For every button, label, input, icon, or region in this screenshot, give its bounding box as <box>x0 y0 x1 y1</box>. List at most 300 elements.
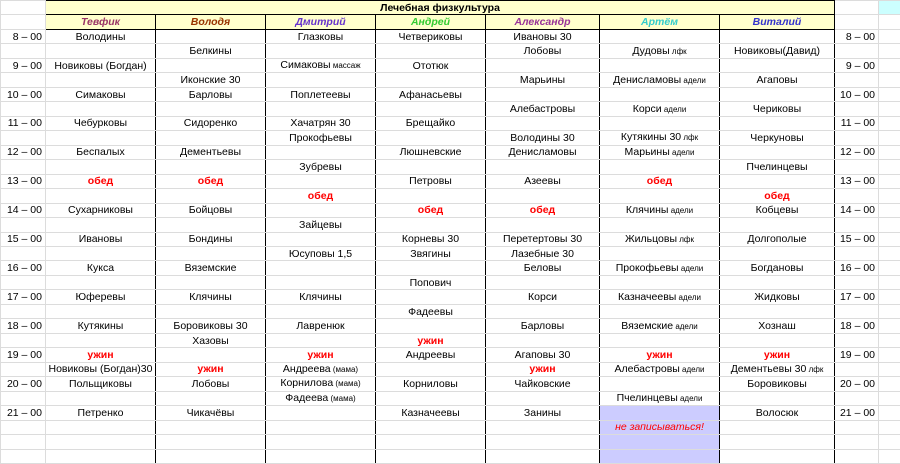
time-label[interactable]: 13 – 00 <box>1 174 46 188</box>
appointment-cell[interactable] <box>486 333 600 347</box>
time-label[interactable]: 11 – 00 <box>1 116 46 130</box>
empty-cell[interactable] <box>879 391 900 405</box>
appointment-cell[interactable]: Бондины <box>156 232 266 246</box>
appointment-cell[interactable]: обед <box>720 189 835 203</box>
time-label[interactable] <box>835 189 879 203</box>
appointment-cell[interactable] <box>266 333 376 347</box>
time-label[interactable] <box>1 131 46 145</box>
appointment-cell[interactable] <box>46 420 156 434</box>
appointment-cell[interactable]: Фадеева (мама) <box>266 391 376 405</box>
appointment-cell[interactable]: Сидоренко <box>156 116 266 130</box>
appointment-cell[interactable]: Волосюк <box>720 406 835 420</box>
appointment-cell[interactable] <box>376 73 486 87</box>
empty-cell[interactable] <box>879 261 900 275</box>
time-label[interactable]: 12 – 00 <box>1 145 46 159</box>
empty-cell[interactable] <box>879 348 900 362</box>
appointment-cell[interactable]: Чебурковы <box>46 116 156 130</box>
appointment-cell[interactable] <box>376 435 486 449</box>
appointment-cell[interactable]: Корнилова (мама) <box>266 377 376 391</box>
appointment-cell[interactable]: Алебастровы <box>486 102 600 116</box>
appointment-cell[interactable]: Новиковы (Богдан)30 <box>46 362 156 376</box>
appointment-cell[interactable]: Пчелинцевы адели <box>600 391 720 405</box>
empty-cell[interactable] <box>879 160 900 174</box>
appointment-cell[interactable] <box>376 261 486 275</box>
appointment-cell[interactable] <box>720 449 835 463</box>
appointment-cell[interactable]: Кобцевы <box>720 203 835 217</box>
appointment-cell[interactable]: Перетертовы 30 <box>486 232 600 246</box>
empty-cell[interactable] <box>879 218 900 232</box>
appointment-cell[interactable] <box>156 102 266 116</box>
appointment-cell[interactable] <box>376 449 486 463</box>
appointment-cell[interactable]: Казначеевы адели <box>600 290 720 304</box>
appointment-cell[interactable]: Клячины <box>266 290 376 304</box>
appointment-cell[interactable] <box>266 435 376 449</box>
appointment-cell[interactable] <box>376 319 486 333</box>
appointment-cell[interactable] <box>720 87 835 101</box>
appointment-cell[interactable] <box>720 116 835 130</box>
empty-cell[interactable] <box>879 377 900 391</box>
empty-cell[interactable] <box>879 87 900 101</box>
time-label[interactable] <box>835 160 879 174</box>
appointment-cell[interactable] <box>266 145 376 159</box>
appointment-cell[interactable]: Долгополые <box>720 232 835 246</box>
appointment-cell[interactable] <box>156 131 266 145</box>
appointment-cell[interactable] <box>266 44 376 58</box>
appointment-cell[interactable] <box>720 420 835 434</box>
appointment-cell[interactable]: Жидковы <box>720 290 835 304</box>
appointment-cell[interactable]: Лазебные 30 <box>486 246 600 260</box>
time-label[interactable]: 10 – 00 <box>1 87 46 101</box>
appointment-cell[interactable] <box>266 102 376 116</box>
appointment-cell[interactable] <box>376 189 486 203</box>
appointment-cell[interactable]: Петренко <box>46 406 156 420</box>
appointment-cell[interactable] <box>46 435 156 449</box>
empty-cell[interactable] <box>879 102 900 116</box>
time-label[interactable] <box>1 420 46 434</box>
appointment-cell[interactable] <box>156 29 266 43</box>
appointment-cell[interactable]: Боровиковы <box>720 377 835 391</box>
appointment-cell[interactable]: Барловы <box>156 87 266 101</box>
appointment-cell[interactable] <box>156 420 266 434</box>
empty-cell[interactable] <box>879 1 900 15</box>
empty-cell[interactable] <box>879 435 900 449</box>
appointment-cell[interactable]: обед <box>156 174 266 188</box>
appointment-cell[interactable] <box>600 58 720 72</box>
appointment-cell[interactable]: Ивановы <box>46 232 156 246</box>
appointment-cell[interactable] <box>600 218 720 232</box>
appointment-cell[interactable]: Черкуновы <box>720 131 835 145</box>
appointment-cell[interactable] <box>600 377 720 391</box>
appointment-cell[interactable]: Прокофьевы <box>266 131 376 145</box>
appointment-cell[interactable]: Попович <box>376 275 486 289</box>
appointment-cell[interactable]: ужин <box>600 348 720 362</box>
appointment-cell[interactable]: Люшневские <box>376 145 486 159</box>
appointment-cell[interactable]: Новиковы(Давид) <box>720 44 835 58</box>
time-label[interactable] <box>835 304 879 318</box>
appointment-cell[interactable] <box>266 73 376 87</box>
time-label[interactable]: 11 – 00 <box>835 116 879 130</box>
appointment-cell[interactable]: Лобовы <box>156 377 266 391</box>
appointment-cell[interactable]: Хознаш <box>720 319 835 333</box>
appointment-cell[interactable]: Прокофьевы адели <box>600 261 720 275</box>
appointment-cell[interactable] <box>376 391 486 405</box>
appointment-cell[interactable]: Сухарниковы <box>46 203 156 217</box>
time-label[interactable] <box>835 218 879 232</box>
appointment-cell[interactable] <box>156 58 266 72</box>
appointment-cell[interactable]: обед <box>266 189 376 203</box>
appointment-cell[interactable]: Корси адели <box>600 102 720 116</box>
appointment-cell[interactable] <box>156 391 266 405</box>
time-label[interactable] <box>835 333 879 347</box>
appointment-cell[interactable]: Казначеевы <box>376 406 486 420</box>
appointment-cell[interactable] <box>376 218 486 232</box>
empty-cell[interactable] <box>879 232 900 246</box>
time-label[interactable]: 21 – 00 <box>835 406 879 420</box>
appointment-cell[interactable] <box>156 275 266 289</box>
sheet-title[interactable]: Лечебная физкультура <box>46 1 835 15</box>
time-label[interactable] <box>1 218 46 232</box>
appointment-cell[interactable] <box>156 449 266 463</box>
time-label[interactable]: 14 – 00 <box>835 203 879 217</box>
appointment-cell[interactable]: Денисламовы <box>486 145 600 159</box>
appointment-cell[interactable]: Глазковы <box>266 29 376 43</box>
appointment-cell[interactable]: Марьины <box>486 73 600 87</box>
appointment-cell[interactable]: Хазовы <box>156 333 266 347</box>
time-label[interactable] <box>835 102 879 116</box>
appointment-cell[interactable] <box>376 160 486 174</box>
appointment-cell[interactable] <box>600 435 720 449</box>
appointment-cell[interactable] <box>46 160 156 174</box>
appointment-cell[interactable]: ужин <box>156 362 266 376</box>
time-label[interactable] <box>835 246 879 260</box>
time-label[interactable]: 13 – 00 <box>835 174 879 188</box>
appointment-cell[interactable] <box>376 420 486 434</box>
time-label[interactable]: 8 – 00 <box>1 29 46 43</box>
appointment-cell[interactable]: Беспалых <box>46 145 156 159</box>
appointment-cell[interactable]: Лобовы <box>486 44 600 58</box>
time-label[interactable] <box>835 44 879 58</box>
therapist-header[interactable]: Андрей <box>376 15 486 29</box>
appointment-cell[interactable]: Дементьевы <box>156 145 266 159</box>
empty-cell[interactable] <box>879 449 900 463</box>
empty-cell[interactable] <box>879 189 900 203</box>
time-label[interactable] <box>1 362 46 376</box>
time-label[interactable] <box>835 73 879 87</box>
appointment-cell[interactable]: Четвериковы <box>376 29 486 43</box>
empty-cell[interactable] <box>879 116 900 130</box>
empty-cell[interactable] <box>879 131 900 145</box>
appointment-cell[interactable]: Дементьевы 30 лфк <box>720 362 835 376</box>
appointment-cell[interactable]: Звягины <box>376 246 486 260</box>
empty-cell[interactable] <box>879 174 900 188</box>
appointment-cell[interactable] <box>376 102 486 116</box>
appointment-cell[interactable] <box>720 435 835 449</box>
appointment-cell[interactable] <box>46 449 156 463</box>
appointment-cell[interactable]: ужин <box>376 333 486 347</box>
appointment-cell[interactable]: Брещайко <box>376 116 486 130</box>
appointment-cell[interactable]: Корневы 30 <box>376 232 486 246</box>
time-label[interactable]: 21 – 00 <box>1 406 46 420</box>
time-label[interactable]: 8 – 00 <box>835 29 879 43</box>
appointment-cell[interactable] <box>720 29 835 43</box>
appointment-cell[interactable] <box>376 290 486 304</box>
appointment-cell[interactable] <box>720 275 835 289</box>
appointment-cell[interactable]: Бойцовы <box>156 203 266 217</box>
empty-cell[interactable] <box>879 319 900 333</box>
appointment-cell[interactable] <box>720 391 835 405</box>
appointment-cell[interactable] <box>266 275 376 289</box>
appointment-cell[interactable]: Агаповы <box>720 73 835 87</box>
appointment-cell[interactable] <box>46 131 156 145</box>
appointment-cell[interactable] <box>266 449 376 463</box>
appointment-cell[interactable]: Зайцевы <box>266 218 376 232</box>
appointment-cell[interactable] <box>46 275 156 289</box>
appointment-cell[interactable] <box>486 435 600 449</box>
appointment-cell[interactable]: Жильцовы лфк <box>600 232 720 246</box>
empty-cell[interactable] <box>879 290 900 304</box>
empty-cell[interactable] <box>835 1 879 15</box>
appointment-cell[interactable] <box>486 218 600 232</box>
appointment-cell[interactable] <box>376 362 486 376</box>
appointment-cell[interactable]: ужин <box>46 348 156 362</box>
appointment-cell[interactable] <box>486 189 600 203</box>
appointment-cell[interactable]: Симаковы массаж <box>266 58 376 72</box>
appointment-cell[interactable] <box>720 333 835 347</box>
appointment-cell[interactable] <box>46 333 156 347</box>
appointment-cell[interactable]: Денисламовы адели <box>600 73 720 87</box>
therapist-header[interactable]: Тевфик <box>46 15 156 29</box>
appointment-cell[interactable] <box>46 44 156 58</box>
time-label[interactable] <box>1 449 46 463</box>
appointment-cell[interactable] <box>486 391 600 405</box>
appointment-cell[interactable]: Чериковы <box>720 102 835 116</box>
time-label[interactable]: 16 – 00 <box>835 261 879 275</box>
time-label[interactable]: 16 – 00 <box>1 261 46 275</box>
appointment-cell[interactable]: Клячины адели <box>600 203 720 217</box>
appointment-cell[interactable]: Польщиковы <box>46 377 156 391</box>
appointment-cell[interactable] <box>486 304 600 318</box>
appointment-cell[interactable] <box>46 189 156 203</box>
appointment-cell[interactable] <box>720 218 835 232</box>
time-label[interactable] <box>1 391 46 405</box>
appointment-cell[interactable]: обед <box>376 203 486 217</box>
appointment-cell[interactable]: Чайковские <box>486 377 600 391</box>
appointment-cell[interactable]: Барловы <box>486 319 600 333</box>
time-label[interactable]: 19 – 00 <box>835 348 879 362</box>
time-label[interactable] <box>1 275 46 289</box>
appointment-cell[interactable] <box>46 102 156 116</box>
appointment-cell[interactable]: Володины 30 <box>486 131 600 145</box>
empty-cell[interactable] <box>835 15 879 29</box>
time-label[interactable]: 14 – 00 <box>1 203 46 217</box>
empty-cell[interactable] <box>879 246 900 260</box>
time-label[interactable] <box>1 333 46 347</box>
appointment-cell[interactable] <box>266 203 376 217</box>
time-label[interactable] <box>835 420 879 434</box>
empty-cell[interactable] <box>879 406 900 420</box>
appointment-cell[interactable] <box>720 304 835 318</box>
time-label[interactable]: 15 – 00 <box>835 232 879 246</box>
time-label[interactable] <box>1 102 46 116</box>
appointment-cell[interactable]: Петровы <box>376 174 486 188</box>
appointment-cell[interactable] <box>720 145 835 159</box>
appointment-cell[interactable]: Марьины адели <box>600 145 720 159</box>
appointment-cell[interactable] <box>486 275 600 289</box>
empty-cell[interactable] <box>879 15 900 29</box>
time-label[interactable]: 18 – 00 <box>835 319 879 333</box>
empty-cell[interactable] <box>879 29 900 43</box>
appointment-cell[interactable]: Агаповы 30 <box>486 348 600 362</box>
appointment-cell[interactable] <box>720 174 835 188</box>
appointment-cell[interactable] <box>600 246 720 260</box>
empty-cell[interactable] <box>879 203 900 217</box>
appointment-cell[interactable]: ужин <box>486 362 600 376</box>
empty-cell[interactable] <box>879 362 900 376</box>
appointment-cell[interactable]: ужин <box>720 348 835 362</box>
appointment-cell[interactable] <box>486 116 600 130</box>
appointment-cell[interactable]: Юферевы <box>46 290 156 304</box>
appointment-cell[interactable]: обед <box>600 174 720 188</box>
time-label[interactable]: 9 – 00 <box>835 58 879 72</box>
appointment-cell[interactable]: обед <box>486 203 600 217</box>
appointment-cell[interactable] <box>376 131 486 145</box>
time-label[interactable] <box>835 131 879 145</box>
appointment-cell[interactable] <box>486 160 600 174</box>
appointment-cell[interactable]: не записываться! <box>600 420 720 434</box>
appointment-cell[interactable]: Иконские 30 <box>156 73 266 87</box>
appointment-cell[interactable]: Богдановы <box>720 261 835 275</box>
time-label[interactable] <box>835 391 879 405</box>
corner-cell[interactable] <box>1 1 46 15</box>
appointment-cell[interactable] <box>600 333 720 347</box>
appointment-cell[interactable]: Зубревы <box>266 160 376 174</box>
time-label[interactable]: 17 – 00 <box>1 290 46 304</box>
empty-cell[interactable] <box>879 73 900 87</box>
appointment-cell[interactable] <box>156 246 266 260</box>
therapist-header[interactable]: Дмитрий <box>266 15 376 29</box>
empty-cell[interactable] <box>879 44 900 58</box>
appointment-cell[interactable]: Вяземские <box>156 261 266 275</box>
time-label[interactable] <box>1 160 46 174</box>
appointment-cell[interactable] <box>266 420 376 434</box>
appointment-cell[interactable]: Алебастровы адели <box>600 362 720 376</box>
appointment-cell[interactable] <box>266 174 376 188</box>
time-label[interactable]: 9 – 00 <box>1 58 46 72</box>
therapist-header[interactable]: Виталий <box>720 15 835 29</box>
time-label[interactable] <box>1 304 46 318</box>
empty-cell[interactable] <box>879 275 900 289</box>
time-label[interactable]: 17 – 00 <box>835 290 879 304</box>
time-label[interactable] <box>1 189 46 203</box>
appointment-cell[interactable] <box>46 391 156 405</box>
appointment-cell[interactable]: Боровиковы 30 <box>156 319 266 333</box>
appointment-cell[interactable] <box>156 348 266 362</box>
appointment-cell[interactable]: Андреевы <box>376 348 486 362</box>
appointment-cell[interactable]: Корниловы <box>376 377 486 391</box>
therapist-header[interactable]: Александр <box>486 15 600 29</box>
appointment-cell[interactable]: Юсуповы 1,5 <box>266 246 376 260</box>
time-label[interactable]: 18 – 00 <box>1 319 46 333</box>
appointment-cell[interactable]: Афанасьевы <box>376 87 486 101</box>
appointment-cell[interactable]: Азеевы <box>486 174 600 188</box>
time-label[interactable] <box>1 246 46 260</box>
time-label[interactable]: 19 – 00 <box>1 348 46 362</box>
appointment-cell[interactable] <box>156 160 266 174</box>
time-label[interactable] <box>835 449 879 463</box>
appointment-cell[interactable] <box>266 406 376 420</box>
empty-cell[interactable] <box>879 304 900 318</box>
time-label[interactable]: 20 – 00 <box>1 377 46 391</box>
appointment-cell[interactable] <box>266 261 376 275</box>
time-label[interactable]: 15 – 00 <box>1 232 46 246</box>
appointment-cell[interactable]: Ототюк <box>376 58 486 72</box>
appointment-cell[interactable] <box>156 189 266 203</box>
time-label[interactable] <box>835 362 879 376</box>
empty-cell[interactable] <box>879 58 900 72</box>
time-label[interactable] <box>1 44 46 58</box>
appointment-cell[interactable] <box>486 87 600 101</box>
appointment-cell[interactable] <box>266 304 376 318</box>
appointment-cell[interactable]: Новиковы (Богдан) <box>46 58 156 72</box>
appointment-cell[interactable]: Хачатрян 30 <box>266 116 376 130</box>
appointment-cell[interactable] <box>600 160 720 174</box>
therapist-header[interactable]: Артём <box>600 15 720 29</box>
appointment-cell[interactable]: Андреева (мама) <box>266 362 376 376</box>
appointment-cell[interactable]: Кутякины 30 лфк <box>600 131 720 145</box>
empty-cell[interactable] <box>1 15 46 29</box>
time-label[interactable] <box>1 435 46 449</box>
appointment-cell[interactable] <box>600 189 720 203</box>
empty-cell[interactable] <box>879 420 900 434</box>
appointment-cell[interactable]: Чикачёвы <box>156 406 266 420</box>
appointment-cell[interactable] <box>486 420 600 434</box>
time-label[interactable] <box>835 275 879 289</box>
appointment-cell[interactable] <box>720 246 835 260</box>
appointment-cell[interactable] <box>156 218 266 232</box>
appointment-cell[interactable] <box>266 232 376 246</box>
appointment-cell[interactable] <box>600 406 720 420</box>
appointment-cell[interactable]: Симаковы <box>46 87 156 101</box>
time-label[interactable]: 20 – 00 <box>835 377 879 391</box>
appointment-cell[interactable] <box>600 29 720 43</box>
time-label[interactable]: 10 – 00 <box>835 87 879 101</box>
appointment-cell[interactable]: Ивановы 30 <box>486 29 600 43</box>
appointment-cell[interactable]: Занины <box>486 406 600 420</box>
appointment-cell[interactable] <box>46 218 156 232</box>
appointment-cell[interactable]: Фадеевы <box>376 304 486 318</box>
appointment-cell[interactable]: Лавренюк <box>266 319 376 333</box>
appointment-cell[interactable]: Кутякины <box>46 319 156 333</box>
appointment-cell[interactable]: Кукса <box>46 261 156 275</box>
appointment-cell[interactable]: Поплетеевы <box>266 87 376 101</box>
appointment-cell[interactable] <box>720 58 835 72</box>
time-label[interactable] <box>835 435 879 449</box>
appointment-cell[interactable] <box>600 275 720 289</box>
appointment-cell[interactable] <box>600 449 720 463</box>
appointment-cell[interactable] <box>600 304 720 318</box>
appointment-cell[interactable]: обед <box>46 174 156 188</box>
appointment-cell[interactable] <box>376 44 486 58</box>
appointment-cell[interactable]: Володины <box>46 29 156 43</box>
appointment-cell[interactable] <box>46 73 156 87</box>
therapist-header[interactable]: Володя <box>156 15 266 29</box>
appointment-cell[interactable] <box>600 116 720 130</box>
appointment-cell[interactable]: Дудовы лфк <box>600 44 720 58</box>
appointment-cell[interactable]: Вяземские адели <box>600 319 720 333</box>
appointment-cell[interactable] <box>46 246 156 260</box>
appointment-cell[interactable]: ужин <box>266 348 376 362</box>
appointment-cell[interactable] <box>486 58 600 72</box>
